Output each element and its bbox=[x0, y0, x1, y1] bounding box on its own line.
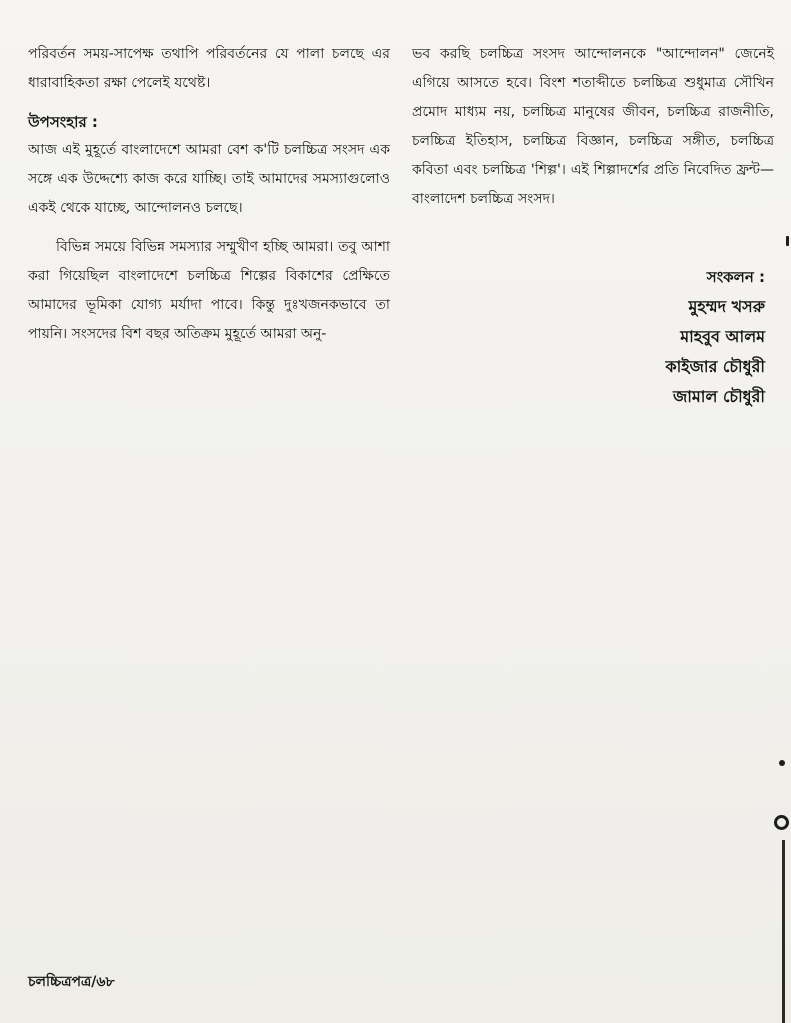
right-column bbox=[412, 40, 774, 214]
credits-title: সংকলন : bbox=[706, 268, 765, 286]
credit-name: মুহম্মদ খসরু bbox=[688, 297, 765, 316]
scan-speck bbox=[774, 815, 789, 830]
left-column bbox=[28, 40, 390, 349]
scan-speck bbox=[779, 760, 785, 766]
compilers-credits bbox=[665, 262, 765, 412]
credit-name: জামাল চৌধুরী bbox=[672, 387, 765, 406]
credit-name: কাইজার চৌধুরী bbox=[665, 357, 765, 376]
scan-speck bbox=[786, 236, 789, 246]
page-footer: চলচ্চিত্রপত্র/৬৮ bbox=[28, 974, 115, 990]
conclusion-heading: উপসংহার : bbox=[28, 113, 98, 131]
credit-name: মাহবুব আলম bbox=[680, 327, 765, 346]
left-paragraph-1: পরিবর্তন সময়-সাপেক্ষ তথাপি পরিবর্তনের যে পালা চলছে এর ধারাবাহিকতা রক্ষা পেলেই যথেষ্ট। bbox=[28, 46, 390, 91]
right-paragraph-1: ভব করছি চলচ্চিত্র সংসদ আন্দোলনকে "আন্দোলন" জেনেই এগিয়ে আসতে হবে। বিংশ শতাব্দীতে চলচ্চিত্র শুধুমাত্র সৌখিন প্রমোদ মাধ্যম নয়, চলচ্চিত্র মানুষের জীবন, চলচ্চিত্র রাজনীতি, চলচ্চিত্র ইতিহাস, চলচ্চিত্র বিজ্ঞান, চলচ্চিত্র সঙ্গীত, চলচ্চিত্র কবিতা এবং চলচ্চিত্র 'শিল্প'। এই শিল্পাদর্শের প্রতি নিবেদিত ফ্রন্ট—বাংলাদেশ চলচ্চিত্র সংসদ। bbox=[412, 46, 774, 207]
scan-edge-shadow bbox=[782, 840, 785, 1023]
left-paragraph-2: আজ এই মুহূর্তে বাংলাদেশে আমরা বেশ ক'টি চলচ্চিত্র সংসদ এক সঙ্গে এক উদ্দেশ্যে কাজ করে যাচ্ছি। তাই আমাদের সমস্যাগুলোও একই থেকে যাচ্ছে, আন্দোলনও চলছে। bbox=[28, 142, 390, 216]
left-paragraph-3: বিভিন্ন সময়ে বিভিন্ন সমস্যার সম্মুখীণ হচ্ছি আমরা। তবু আশা করা গিয়েছিল বাংলাদেশে চলচ্চিত্র শিল্পের বিকাশের প্রেক্ষিতে আমাদের ভূমিকা যোগ্য মর্যাদা পাবে। কিন্তু দুঃখজনকভাবে তা পায়নি। সংসদের বিশ বছর অতিক্রম মুহূর্তে আমরা অনু- bbox=[28, 239, 390, 342]
paragraph-gap bbox=[28, 223, 390, 233]
